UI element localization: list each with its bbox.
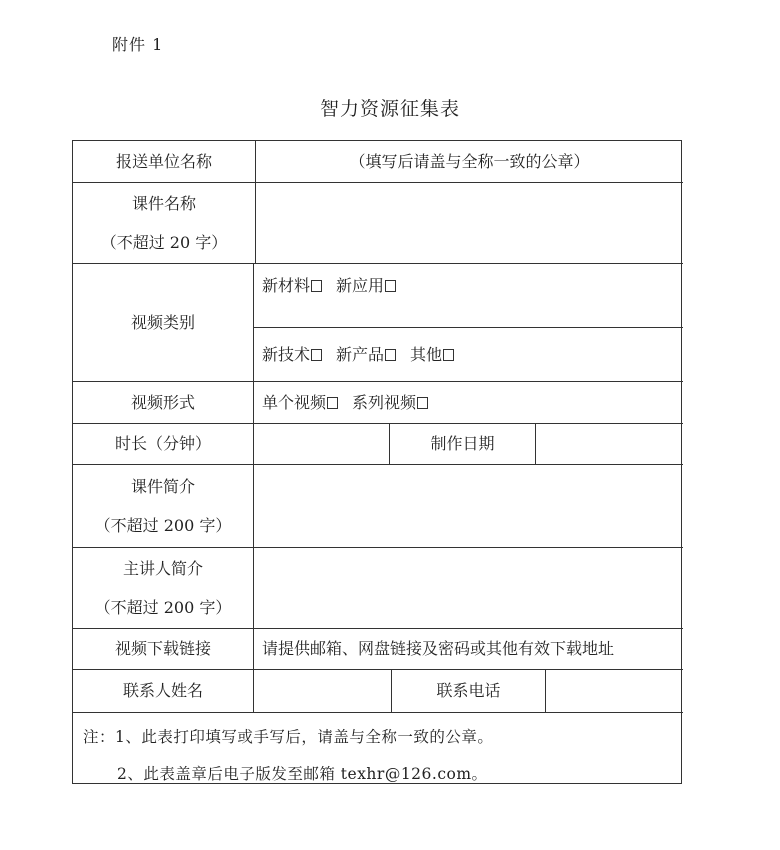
option-new-application[interactable]: 新应用 — [336, 276, 410, 295]
course-name-field[interactable] — [256, 183, 683, 263]
option-other[interactable]: 其他 — [410, 345, 468, 364]
checkbox[interactable] — [417, 397, 428, 409]
production-date-field[interactable] — [536, 424, 683, 464]
intro-limit: （不超过 200 字） — [94, 516, 232, 535]
checkbox[interactable] — [385, 349, 396, 361]
option-series-video[interactable]: 系列视频 — [352, 393, 442, 412]
note-line-2: 2、此表盖章后电子版发至邮箱 texhr@126.com。 — [117, 765, 488, 783]
course-label: 课件名称 — [131, 193, 196, 213]
video-type-label: 视频类别 — [130, 312, 195, 332]
intro-label: 课件简介 — [130, 476, 195, 496]
org-field[interactable] — [256, 141, 683, 182]
form-title: 智力资源征集表 — [319, 98, 460, 120]
resource-form-table — [72, 140, 682, 784]
option-new-technology[interactable]: 新技术 — [262, 345, 336, 364]
intro-label-cell — [73, 465, 253, 547]
speaker-limit: （不超过 200 字） — [94, 598, 232, 617]
production-date-label: 制作日期 — [430, 434, 495, 454]
duration-field[interactable] — [254, 424, 389, 464]
phone-label: 联系电话 — [436, 681, 501, 701]
option-new-material[interactable]: 新材料 — [262, 276, 336, 295]
org-label: 报送单位名称 — [115, 151, 212, 171]
speaker-label: 主讲人简介 — [122, 558, 203, 578]
note-line-1: 注：1、此表打印填写或手写后，请盖与全称一致的公章。 — [83, 728, 494, 746]
course-label-cell — [73, 183, 255, 263]
video-type-row1 — [262, 265, 682, 307]
checkbox[interactable] — [385, 280, 396, 292]
contact-name-field[interactable] — [254, 670, 391, 712]
speaker-label-cell — [73, 548, 253, 628]
speaker-field[interactable] — [254, 548, 683, 628]
video-form-options — [262, 382, 682, 423]
checkbox[interactable] — [327, 397, 338, 409]
attachment-label: 附件 1 — [112, 35, 164, 54]
row-divider — [73, 712, 683, 713]
download-field[interactable] — [262, 629, 682, 669]
video-type-row2 — [262, 328, 682, 381]
checkbox[interactable] — [443, 349, 454, 361]
duration-label: 时长（分钟） — [114, 434, 211, 454]
video-form-label: 视频形式 — [130, 392, 195, 412]
phone-field[interactable] — [546, 670, 683, 712]
contact-label: 联系人姓名 — [122, 681, 203, 701]
checkbox[interactable] — [311, 349, 322, 361]
option-new-product[interactable]: 新产品 — [336, 345, 410, 364]
checkbox[interactable] — [311, 280, 322, 292]
intro-field[interactable] — [254, 465, 683, 547]
org-hint: （填写后请盖与全称一致的公章） — [349, 151, 590, 171]
option-single-video[interactable]: 单个视频 — [262, 393, 352, 412]
download-label: 视频下载链接 — [114, 639, 211, 659]
download-hint: 请提供邮箱、网盘链接及密码或其他有效下载地址 — [262, 639, 615, 659]
course-limit: （不超过 20 字） — [100, 233, 228, 252]
